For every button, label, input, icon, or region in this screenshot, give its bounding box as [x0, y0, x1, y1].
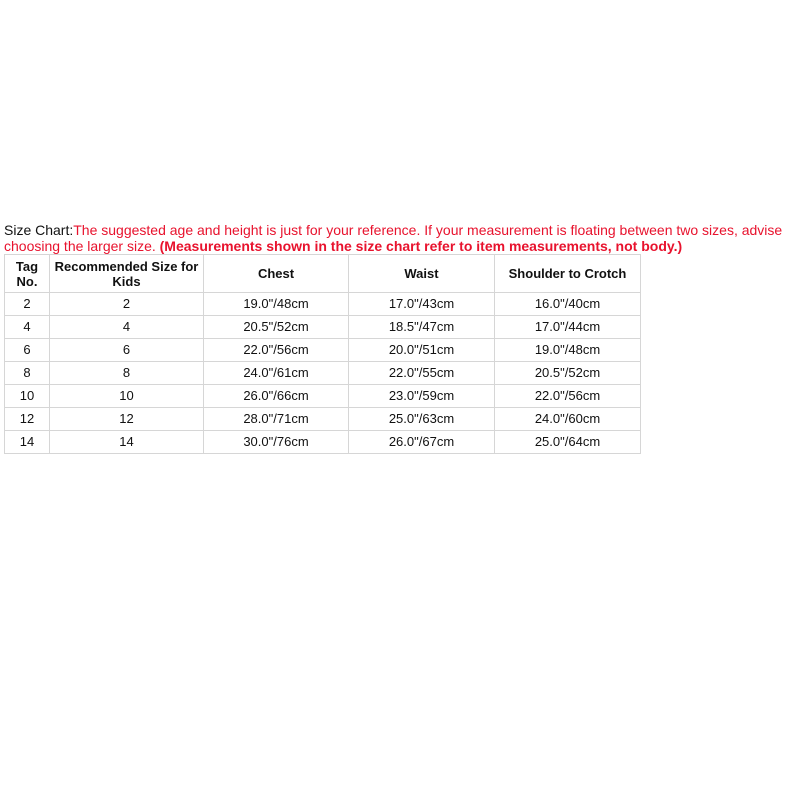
size-chart-note: The suggested age and height is just for your reference. If your measurement is floating between two sizes, advise choosing the larger size. [4, 222, 783, 254]
cell-chest: 24.0"/61cm [204, 362, 349, 385]
cell-chest: 20.5"/52cm [204, 316, 349, 339]
cell-recommended-size: 2 [50, 293, 204, 316]
cell-chest: 22.0"/56cm [204, 339, 349, 362]
cell-tag-no: 12 [5, 408, 50, 431]
size-table [4, 254, 641, 454]
cell-tag-no: 8 [5, 362, 50, 385]
cell-shoulder-to-crotch: 24.0"/60cm [495, 408, 641, 431]
cell-waist: 25.0"/63cm [349, 408, 495, 431]
table-row [5, 362, 641, 385]
cell-recommended-size: 12 [50, 408, 204, 431]
cell-tag-no: 14 [5, 431, 50, 454]
cell-recommended-size: 6 [50, 339, 204, 362]
cell-tag-no: 2 [5, 293, 50, 316]
cell-shoulder-to-crotch: 16.0"/40cm [495, 293, 641, 316]
cell-shoulder-to-crotch: 17.0"/44cm [495, 316, 641, 339]
cell-waist: 20.0"/51cm [349, 339, 495, 362]
header-recommended-size: Recommended Size for Kids [50, 255, 204, 293]
table-row [5, 293, 641, 316]
cell-waist: 18.5"/47cm [349, 316, 495, 339]
size-chart-label: Size Chart: [4, 222, 74, 238]
cell-recommended-size: 8 [50, 362, 204, 385]
header-chest: Chest [204, 255, 349, 293]
cell-waist: 23.0"/59cm [349, 385, 495, 408]
header-tag-no: Tag No. [5, 255, 50, 293]
cell-waist: 26.0"/67cm [349, 431, 495, 454]
cell-waist: 22.0"/55cm [349, 362, 495, 385]
header-shoulder-to-crotch: Shoulder to Crotch [495, 255, 641, 293]
cell-shoulder-to-crotch: 20.5"/52cm [495, 362, 641, 385]
table-row [5, 339, 641, 362]
table-row [5, 385, 641, 408]
cell-waist: 17.0"/43cm [349, 293, 495, 316]
cell-shoulder-to-crotch: 19.0"/48cm [495, 339, 641, 362]
table-row [5, 431, 641, 454]
cell-shoulder-to-crotch: 25.0"/64cm [495, 431, 641, 454]
header-waist: Waist [349, 255, 495, 293]
cell-tag-no: 6 [5, 339, 50, 362]
cell-shoulder-to-crotch: 22.0"/56cm [495, 385, 641, 408]
cell-chest: 19.0"/48cm [204, 293, 349, 316]
table-header-row [5, 255, 641, 293]
cell-recommended-size: 14 [50, 431, 204, 454]
table-row [5, 316, 641, 339]
size-chart-intro [4, 222, 796, 254]
cell-tag-no: 10 [5, 385, 50, 408]
cell-chest: 28.0"/71cm [204, 408, 349, 431]
cell-recommended-size: 10 [50, 385, 204, 408]
size-chart-measurement-note: (Measurements shown in the size chart refer to item measurements, not body.) [159, 238, 683, 254]
cell-recommended-size: 4 [50, 316, 204, 339]
cell-chest: 26.0"/66cm [204, 385, 349, 408]
cell-tag-no: 4 [5, 316, 50, 339]
cell-chest: 30.0"/76cm [204, 431, 349, 454]
table-row [5, 408, 641, 431]
